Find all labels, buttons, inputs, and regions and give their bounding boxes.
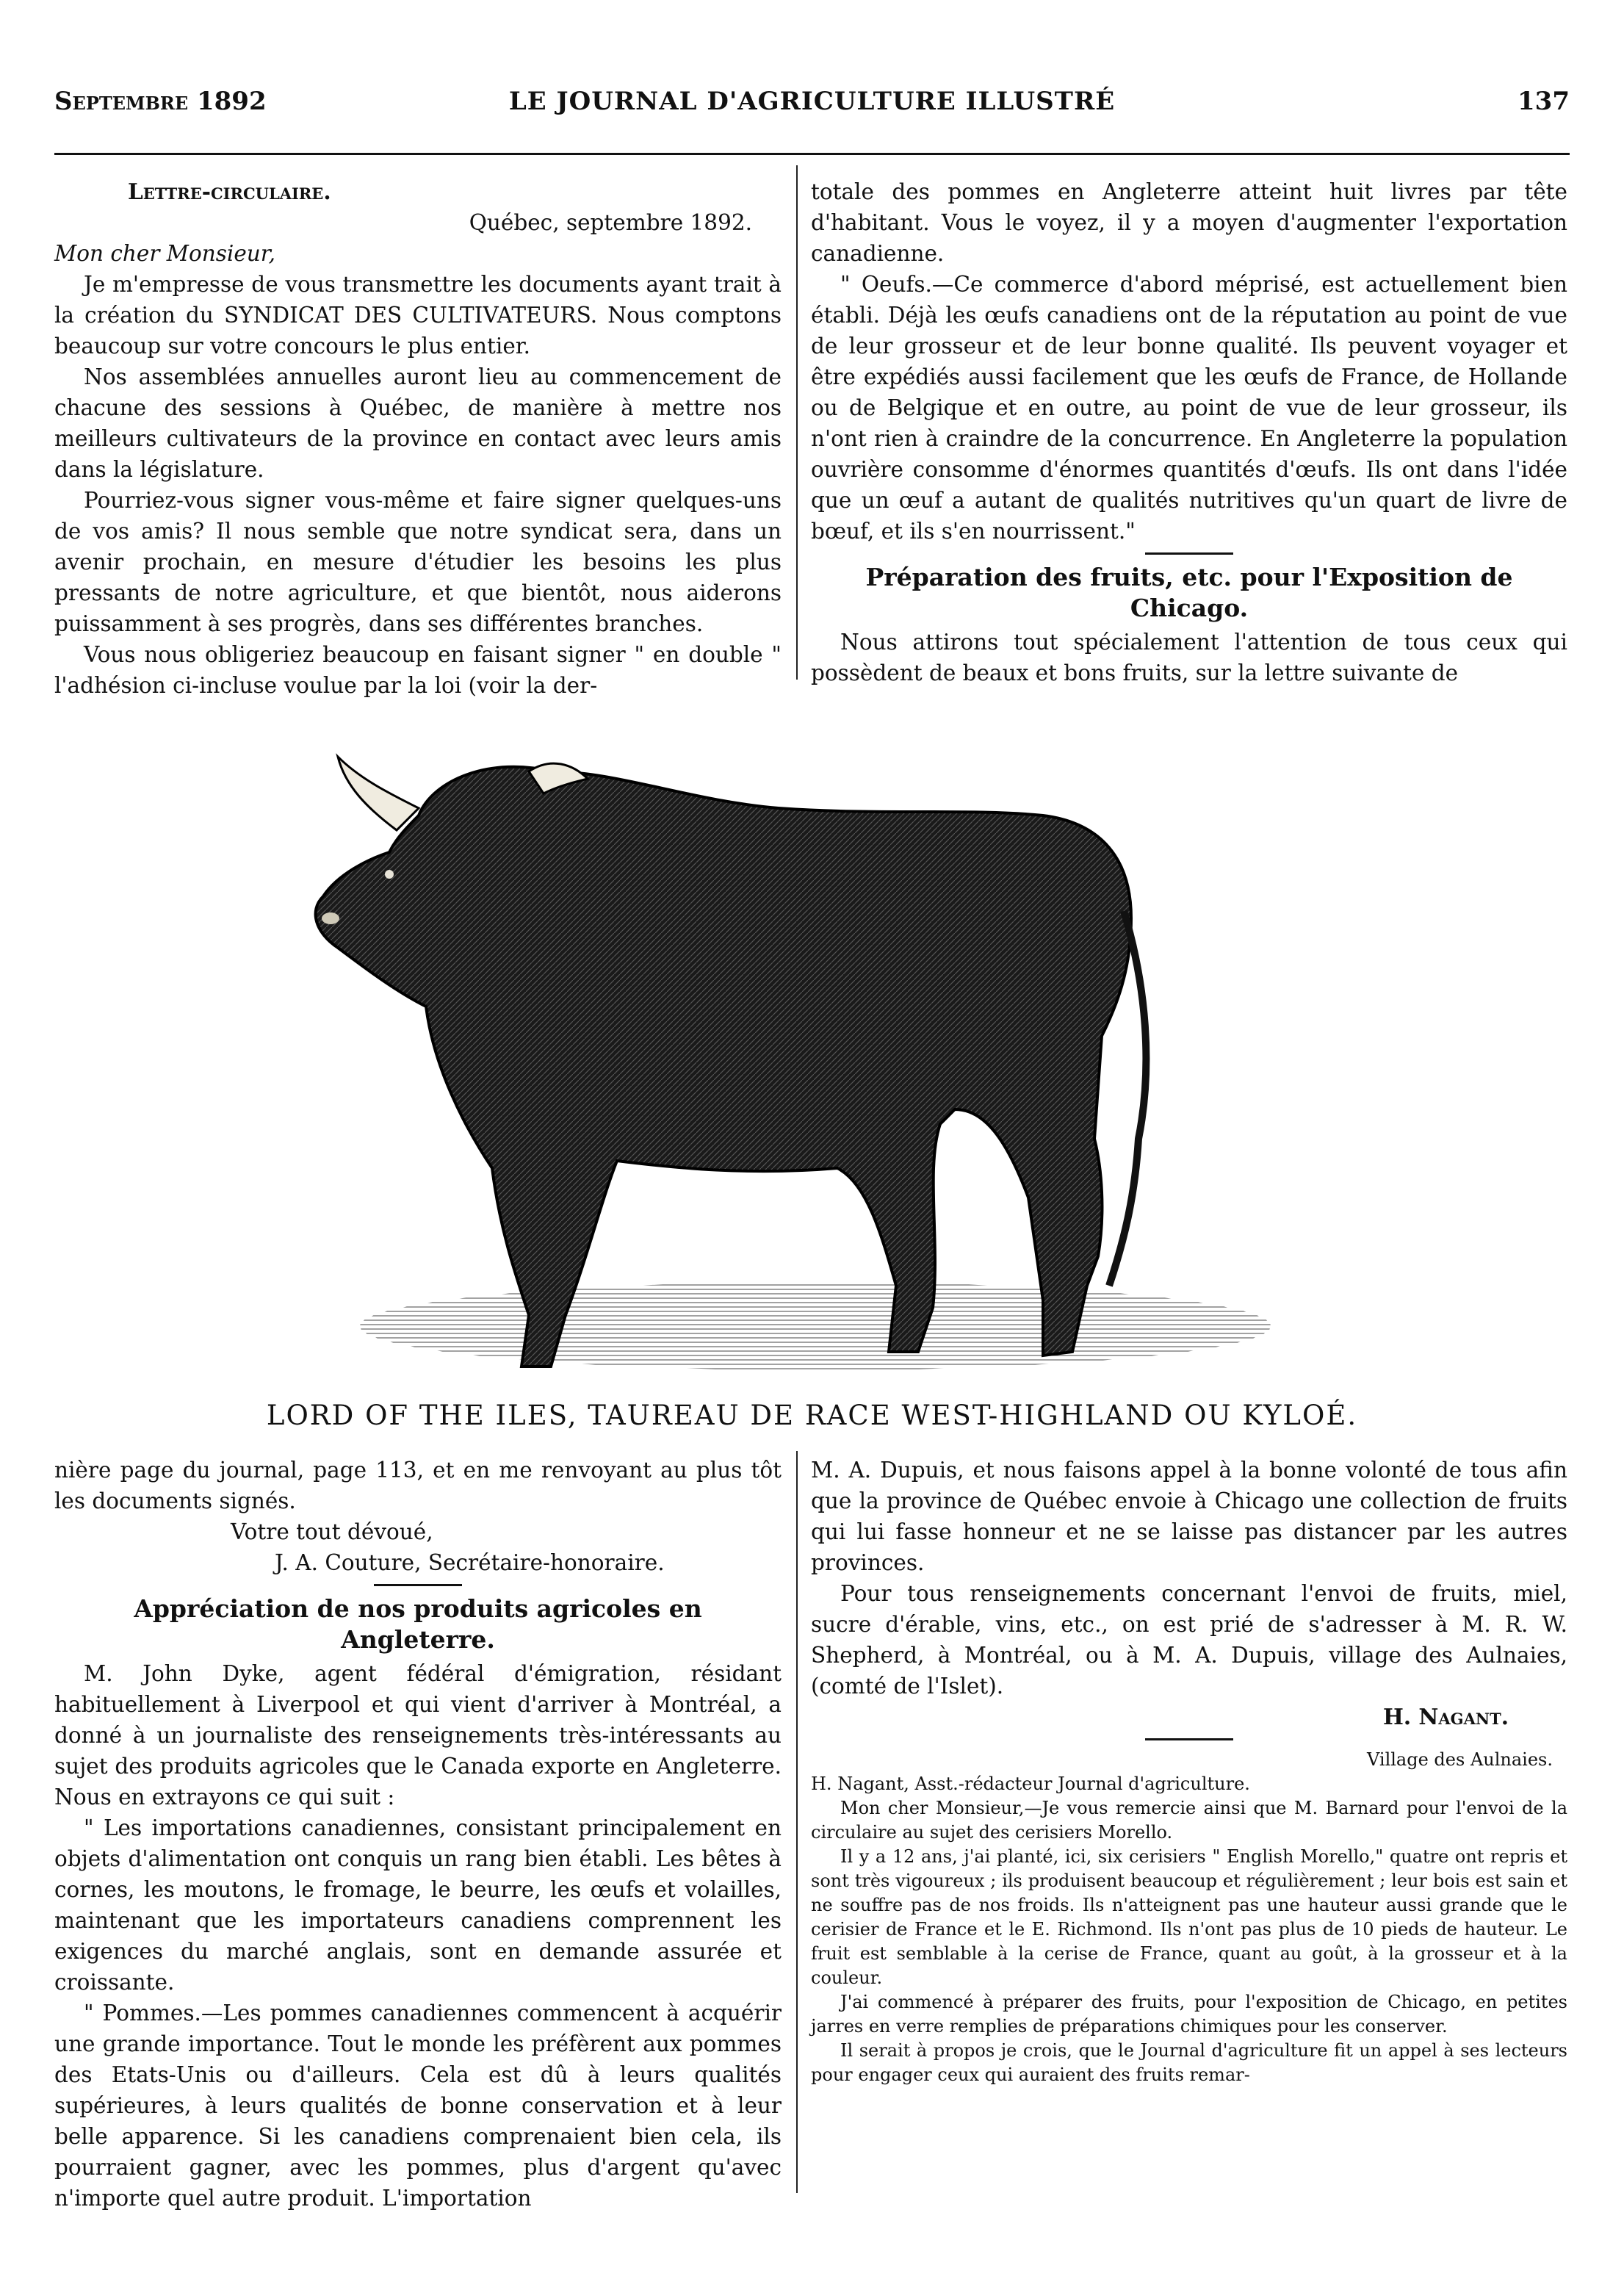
letter-title: Lettre-circulaire. (128, 179, 331, 204)
letter-place: Village des Aulnaies. (1366, 1749, 1553, 1770)
paragraph: J'ai commencé à préparer des fruits, pour l'exposition de Chicago, en petites jarres en verre remplies de préparations chimiques pour les conserver. (811, 1992, 1567, 2037)
paragraph: " Oeufs.—Ce commerce d'abord méprisé, est actuellement bien établi. Déjà les œufs canadiens ont de la réputation au point de vue de leur grosseur et de leur bonne qualité. Ils peuvent voyager et être expédiés aussi facilement que les œufs de France, de Hollande ou de Belgique et en outre, au point de vue de leur grosseur, ils n'ont rien à craindre de la concurrence. En Angleterre la population ouvrière consomme d'énormes quantités d'œufs. Ils ont dans l'idée que un œuf a autant de qualités nutritives qu'un quart de livre de bœuf, et ils s'en nourrissent." (811, 272, 1567, 544)
paragraph: M. A. Dupuis, et nous faisons appel à la bonne volonté de tous afin que la province de Québec envoie à Chicago une collection de fruits qui lui fasse honneur et ne se laisse pas distancer par les autres provinces. (811, 1458, 1567, 1575)
eye (385, 870, 394, 879)
paragraph: " Pommes.—Les pommes canadiennes commencent à acquérir une grande importance. Tout le monde les préfèrent aux pommes des Etats-Unis ou d'ailleurs. Cela est dû à leurs qualités supérieures, à leurs qualités de bonne conservation et à leur belle apparence. Si les canadiens comprenaient bien cela, ils pourraient gagner, avec les pommes, plus d'argent qu'avec n'importe quel autre produit. L'importation (54, 2001, 782, 2211)
paragraph: Je m'empresse de vous transmettre les documents ayant trait à la création du SYNDICAT DES CULTIVATEURS. Nous comptons beaucoup sur votre concours le plus entier. (54, 272, 782, 359)
left-horn (338, 757, 419, 830)
paragraph: Mon cher Monsieur,—Je vous remercie ainsi que M. Barnard pour l'envoi de la circulaire au sujet des cerisiers Morello. (811, 1798, 1567, 1843)
paragraph: Pourriez-vous signer vous-même et faire signer quelques-uns de vos amis? Il nous semble que notre syndicat sera, dans un avenir prochain, en mesure d'étudier les besoins les plus pressants de notre agriculture, et que bientôt, nous aiderons puissamment à ses progrès, dans ses différentes branches. (54, 488, 782, 636)
top-column-left (54, 176, 782, 701)
letter-closing: Votre tout dévoué, (231, 1519, 433, 1544)
bull-illustration (308, 727, 1307, 1389)
bull-engraving (308, 727, 1307, 1389)
header-date: Septembre 1892 (54, 87, 267, 116)
section-rule (1145, 1738, 1233, 1740)
letter-addressee: H. Nagant, Asst.-rédacteur Journal d'agriculture. (811, 1774, 1250, 1794)
column-divider (796, 165, 798, 680)
letter-signature: H. Nagant. (1383, 1704, 1509, 1729)
letter-signature: J. A. Couture, Secrétaire-honoraire. (275, 1550, 665, 1575)
section-heading: Préparation des fruits, etc. pour l'Exposition de Chicago. (865, 563, 1513, 622)
section-rule (1145, 552, 1233, 555)
header-rule (54, 153, 1570, 155)
figure-caption: LORD OF THE ILES, TAUREAU DE RACE WEST-HIGHLAND OU KYLOÉ. (266, 1400, 1358, 1431)
running-header (54, 87, 1570, 131)
bottom-column-left (54, 1455, 782, 2214)
top-column-right (811, 176, 1567, 688)
nostril (322, 912, 339, 924)
paragraph: Nos assemblées annuelles auront lieu au commencement de chacune des sessions à Québec, de manière à mettre nos meilleurs cultivateurs de la province en contact avec leurs amis dans la législature. (54, 364, 782, 482)
letter-salutation: Mon cher Monsieur, (54, 241, 276, 266)
page-number: 137 (1517, 87, 1570, 116)
paragraph: Pour tous renseignements concernant l'envoi de fruits, miel, sucre d'érable, vins, etc., on est prié de s'adresser à M. R. W. Shepherd, à Montréal, ou à M. A. Dupuis, village des Aulnaies, (comté de l'Islet). (811, 1581, 1567, 1699)
journal-title: LE JOURNAL D'AGRICULTURE ILLUSTRÉ (508, 87, 1116, 116)
paragraph: " Les importations canadiennes, consistant principalement en objets d'alimentation ont conquis un rang bien établi. Les bêtes à cornes, les moutons, le fromage, le beurre, les œufs et volailles, maintenant que les importateurs canadiens comprennent les exigences du marché anglais, sont en demande assurée et croissante. (54, 1815, 782, 1995)
ground-shading (360, 1282, 1271, 1370)
paragraph: nière page du journal, page 113, et en me renvoyant au plus tôt les documents signés. (54, 1458, 782, 1513)
paragraph: Il y a 12 ans, j'ai planté, ici, six cerisiers " English Morello," quatre ont repris et sont très vigoureux ; ils produisent beaucoup et régulièrement ; leur bois est sain et ne souffre pas de nos froids. Ils n'atteignent pas une hauteur aussi grande que le cerisier de France et le E. Richmond. Ils n'ont pas plus de 10 pieds de hauteur. Le fruit est semblable à la cerise de France, quant au goût, à la grosseur et à la couleur. (811, 1846, 1567, 1988)
bull-body (316, 767, 1131, 1367)
paragraph: Nous attirons tout spécialement l'attention de tous ceux qui possèdent de beaux et bons fruits, sur la lettre suivante de (811, 630, 1567, 685)
paragraph: Il serait à propos je crois, que le Journal d'agriculture fit un appel à ses lecteurs pour engager ceux qui auraient des fruits remar- (811, 2040, 1567, 2085)
paragraph: M. John Dyke, agent fédéral d'émigration, résidant habituellement à Liverpool et qui vient d'arriver à Montréal, a donné à un journaliste des renseignements très-intéressants au sujet des produits agricoles que le Canada exporte en Angleterre. Nous en extrayons ce qui suit : (54, 1661, 782, 1810)
section-rule (374, 1584, 462, 1586)
column-divider (796, 1451, 798, 2193)
letter-dateline: Québec, septembre 1892. (469, 210, 752, 235)
bottom-column-right (811, 1455, 1567, 2087)
paragraph: Vous nous obligeriez beaucoup en faisant signer " en double " l'adhésion ci-incluse voulue par la loi (voir la der- (54, 642, 782, 698)
section-heading: Appréciation de nos produits agricoles en Angleterre. (134, 1594, 702, 1654)
paragraph: totale des pommes en Angleterre atteint huit livres par tête d'habitant. Vous le voyez, il y a moyen d'augmenter l'exportation canadienne. (811, 179, 1567, 266)
